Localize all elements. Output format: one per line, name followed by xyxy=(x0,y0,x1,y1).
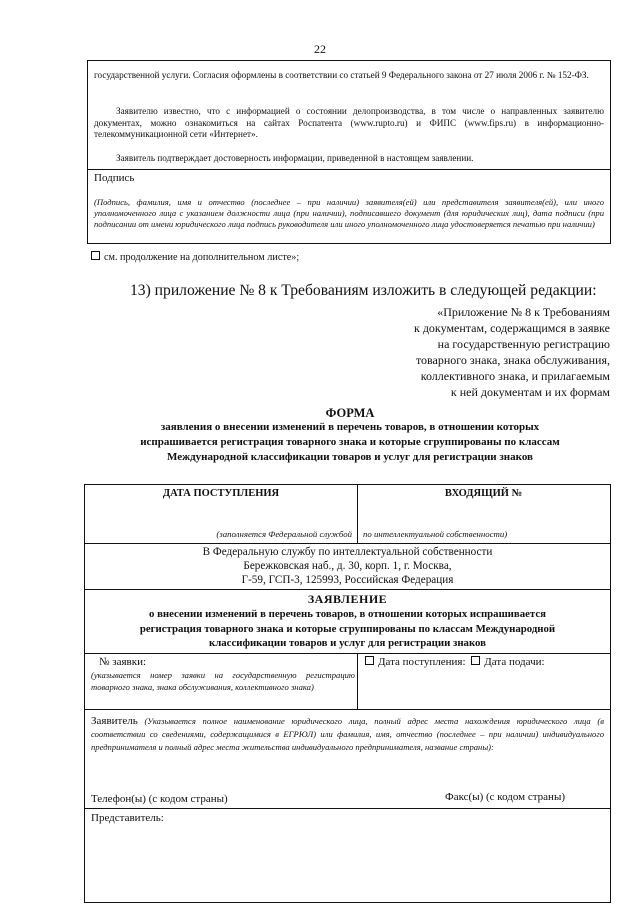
confirmation-text: Заявитель подтверждает достоверность информации, приведенной в настоящем заявлении. xyxy=(116,153,474,163)
applicant-note: (Указывается полное наименование юридического лица, полный адрес места нахождения юридического лица (в соответствии со сведениями, содержащимися в ЕГРЮЛ) или фамилия, имя, отчество (последнее – при наличии) индивидуального предпринимателя и полный адрес места жительства индивидуального предпринимателя, название страны): xyxy=(91,716,604,752)
appendix-reference xyxy=(360,304,610,400)
divider xyxy=(357,653,358,709)
signature-note: (Подпись, фамилия, имя и отчество (последнее – при наличии) заявителя(ей) или представителя заявителя(ей), или иного уполномоченного лица с указанием должности лица (при наличии), подписавшего документ (для юридических лиц), дата подписи (при подписании от имени юридического лица подпись руководителя или иного уполномоченного лица удостоверяется печатью при наличии) xyxy=(94,197,604,230)
appendix-line: коллективного знака, и прилагаемым xyxy=(420,369,610,383)
application-number-label: № заявки: xyxy=(99,656,147,668)
divider xyxy=(85,653,610,654)
application-subtitle-line: регистрация товарного знака и которые сгруппированы по классам Международной xyxy=(139,622,556,635)
application-subtitle-line: о внесении изменений в перечень товаров, в отношении которых испрашивается xyxy=(148,608,546,620)
applicant-label: Заявитель xyxy=(91,715,138,727)
item-13-heading: 13) приложение № 8 к Требованиям изложить в следующей редакции: xyxy=(130,282,597,299)
signature-table xyxy=(87,60,611,244)
date-received-header: ДАТА ПОСТУПЛЕНИЯ xyxy=(162,488,280,499)
records-info-text: Заявителю известно, что с информацией о состоянии делопроизводства, в том числе о направленных заявителю документах, можно ознакомиться на сайтах Роспатента (www.rupto.ru) и ФИПС (www.fips.ru) в информационно-телекоммуникационной сети «Интернет». xyxy=(94,106,604,139)
signature-label: Подпись xyxy=(94,172,135,184)
application-subtitle-line: классификации товаров и услуг для регистрации знаков xyxy=(209,637,486,649)
appendix-line: товарного знака, знака обслуживания, xyxy=(415,353,610,367)
form-subtitle-line: Международной классификации товаров и услуг для регистрации знаков xyxy=(167,451,533,463)
representative-label: Представитель: xyxy=(91,812,164,824)
recipient-address xyxy=(85,545,610,587)
application-number-note: (указывается номер заявки на государственную регистрацию товарного знака, знака обслуживания, коллективного знака) xyxy=(91,670,355,692)
appendix-line: «Приложение № 8 к Требованиям xyxy=(437,305,610,319)
fax-label: Факс(ы) (с кодом страны) xyxy=(445,791,566,803)
consent-cell xyxy=(88,61,610,170)
continuation-note xyxy=(91,251,299,263)
continuation-label: см. продолжение на дополнительном листе»; xyxy=(104,252,300,263)
divider xyxy=(85,808,610,809)
divider xyxy=(85,543,610,544)
form-subtitle-line: испрашивается регистрация товарного знака и которые сгруппированы по классам xyxy=(140,436,560,448)
checkbox[interactable] xyxy=(91,251,100,260)
dates-field xyxy=(365,656,545,668)
address-line: Бережковская наб., д. 30, корп. 1, г. Москва, xyxy=(243,560,452,572)
phone-label: Телефон(ы) (с кодом страны) xyxy=(91,793,228,805)
divider xyxy=(85,709,610,710)
address-line: Г-59, ГСП-3, 125993, Российская Федерация xyxy=(241,574,454,586)
filled-by-note-left: (заполняется Федеральной службой xyxy=(216,529,352,539)
form-subtitle xyxy=(90,420,610,465)
form-title: ФОРМА xyxy=(325,406,375,420)
applicant-field xyxy=(91,715,604,754)
receipt-date-checkbox[interactable] xyxy=(365,656,374,665)
page-number: 22 xyxy=(314,42,326,56)
divider xyxy=(85,589,610,590)
consent-text: государственной услуги. Согласия оформлены в соответствии со статьей 9 Федерального закона от 27 июля 2006 г. № 152-ФЗ. xyxy=(94,70,589,80)
application-form xyxy=(84,484,611,903)
incoming-number-header: ВХОДЯЩИЙ № xyxy=(444,488,523,499)
form-subtitle-line: заявления о внесении изменений в перечень товаров, в отношении которых xyxy=(160,421,540,433)
receipt-date-label: Дата поступления: xyxy=(378,656,466,668)
address-line: В Федеральную службу по интеллектуальной собственности xyxy=(202,546,493,558)
appendix-line: к ней документам и их формам xyxy=(450,385,610,399)
appendix-line: на государственную регистрацию xyxy=(437,337,610,351)
signature-cell xyxy=(88,170,610,243)
filing-date-label: Дата подачи: xyxy=(484,656,545,668)
appendix-line: к документам, содержащимся в заявке xyxy=(414,321,610,335)
application-title: ЗАЯВЛЕНИЕ xyxy=(307,592,388,606)
application-subtitle xyxy=(85,607,610,651)
filing-date-checkbox[interactable] xyxy=(471,656,480,665)
filled-by-note-right: по интеллектуальной собственности) xyxy=(363,529,508,539)
